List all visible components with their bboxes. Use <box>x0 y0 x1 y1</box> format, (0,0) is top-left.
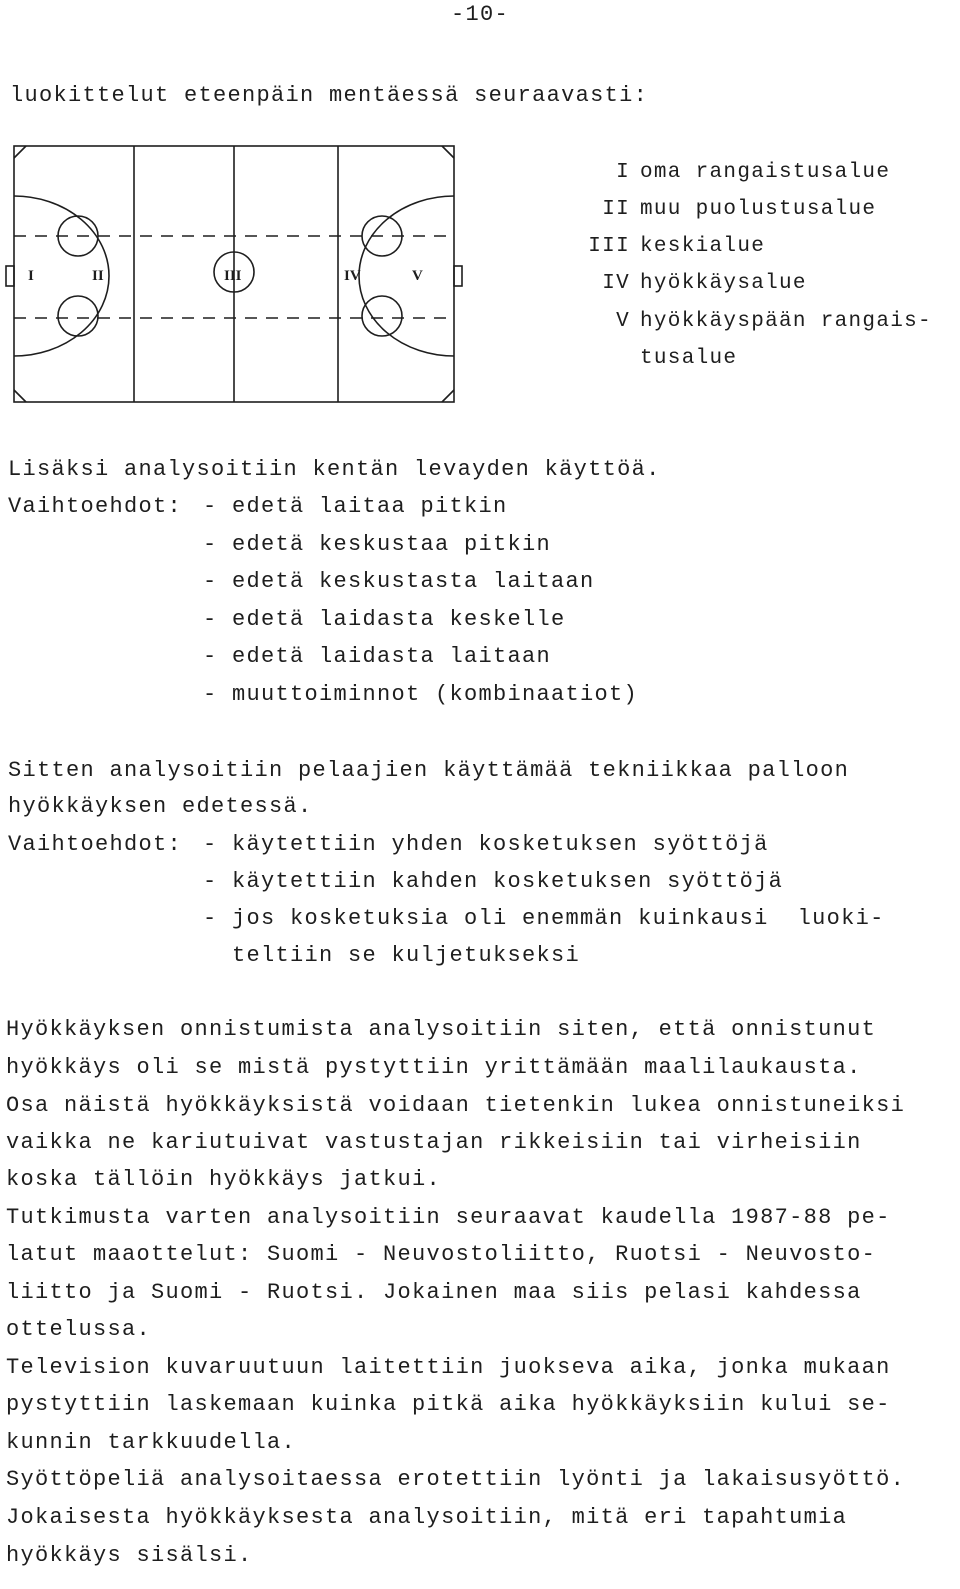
legend-num: III <box>588 235 630 258</box>
body-line: hyökkäys sisälsi. <box>6 1543 253 1568</box>
body-line: Hyökkäyksen onnistumista analysoitiin siten, että onnistunut <box>6 1017 877 1042</box>
section2-lead: hyökkäyksen edetessä. <box>8 794 313 819</box>
body-line: Osa näistä hyökkäyksistä voidaan tietenkin lukea onnistuneiksi <box>6 1093 906 1118</box>
section2-lead: Sitten analysoitiin pelaajien käyttämää tekniikkaa palloon <box>8 758 850 783</box>
section1-option: - edetä laitaa pitkin <box>203 494 508 519</box>
zone-mark-4: IV <box>344 268 361 284</box>
body-line: kunnin tarkkuudella. <box>6 1430 297 1455</box>
zone-mark-2: II <box>92 268 104 284</box>
legend-num: IV <box>602 272 630 295</box>
legend-text: oma rangaistusalue <box>640 161 891 184</box>
section1-option: - edetä laidasta laitaan <box>203 644 552 669</box>
zone-mark-1: I <box>28 268 34 284</box>
body-line: pystyttiin laskemaan kuinka pitkä aika hyökkäyksiin kului se- <box>6 1392 891 1417</box>
section1-lead: Lisäksi analysoitiin kentän levayden käyttöä. <box>8 457 661 482</box>
legend-text: keskialue <box>640 235 766 258</box>
section1-label: Vaihtoehdot: <box>8 494 183 519</box>
body-line: Syöttöpeliä analysoitaessa erotettiin lyönti ja lakaisusyöttö. <box>6 1467 906 1492</box>
legend-num: V <box>616 310 630 333</box>
intro-line: luokittelut eteenpäin mentäessä seuraavasti: <box>10 83 649 108</box>
section1-option: - edetä laidasta keskelle <box>203 607 566 632</box>
body-line: ottelussa. <box>6 1317 152 1342</box>
body-line: hyökkäys oli se mistä pystyttiin yrittämään maalilaukausta. <box>6 1055 862 1080</box>
section2-option: teltiin se kuljetukseksi <box>203 943 581 968</box>
legend-num: II <box>602 198 630 221</box>
rink-diagram <box>0 138 470 413</box>
legend-text: hyökkäysalue <box>640 272 807 295</box>
section1-option: - edetä keskustasta laitaan <box>203 569 595 594</box>
section2-option: - käytettiin yhden kosketuksen syöttöjä <box>203 832 769 857</box>
legend-num: I <box>616 161 630 184</box>
body-line: Jokaisesta hyökkäyksesta analysoitiin, mitä eri tapahtumia <box>6 1505 848 1530</box>
page-number: -10- <box>450 2 509 27</box>
body-line: Tutkimusta varten analysoitiin seuraavat kaudella 1987-88 pe- <box>6 1205 891 1230</box>
body-line: koska tällöin hyökkäys jatkui. <box>6 1167 442 1192</box>
legend-text: hyökkäyspään rangais- <box>640 310 932 333</box>
section1-option: - muuttoiminnot (kombinaatiot) <box>203 682 639 707</box>
legend-text: tusalue <box>640 347 738 370</box>
section2-option: - jos kosketuksia oli enemmän kuinkausi luoki- <box>203 906 885 931</box>
body-line: liitto ja Suomi - Ruotsi. Jokainen maa siis pelasi kahdessa <box>6 1280 862 1305</box>
zone-mark-3: III <box>224 268 242 284</box>
legend-text: muu puolustusalue <box>640 198 877 221</box>
body-line: latut maaottelut: Suomi - Neuvostoliitto, Ruotsi - Neuvosto- <box>6 1242 877 1267</box>
section1-option: - edetä keskustaa pitkin <box>203 532 552 557</box>
section2-label: Vaihtoehdot: <box>8 832 183 857</box>
body-line: Television kuvaruutuun laitettiin juokseva aika, jonka mukaan <box>6 1355 891 1380</box>
section2-option: - käytettiin kahden kosketuksen syöttöjä <box>203 869 784 894</box>
zone-mark-5: V <box>412 268 423 284</box>
body-line: vaikka ne kariutuivat vastustajan rikkeisiin tai virheisiin <box>6 1130 862 1155</box>
